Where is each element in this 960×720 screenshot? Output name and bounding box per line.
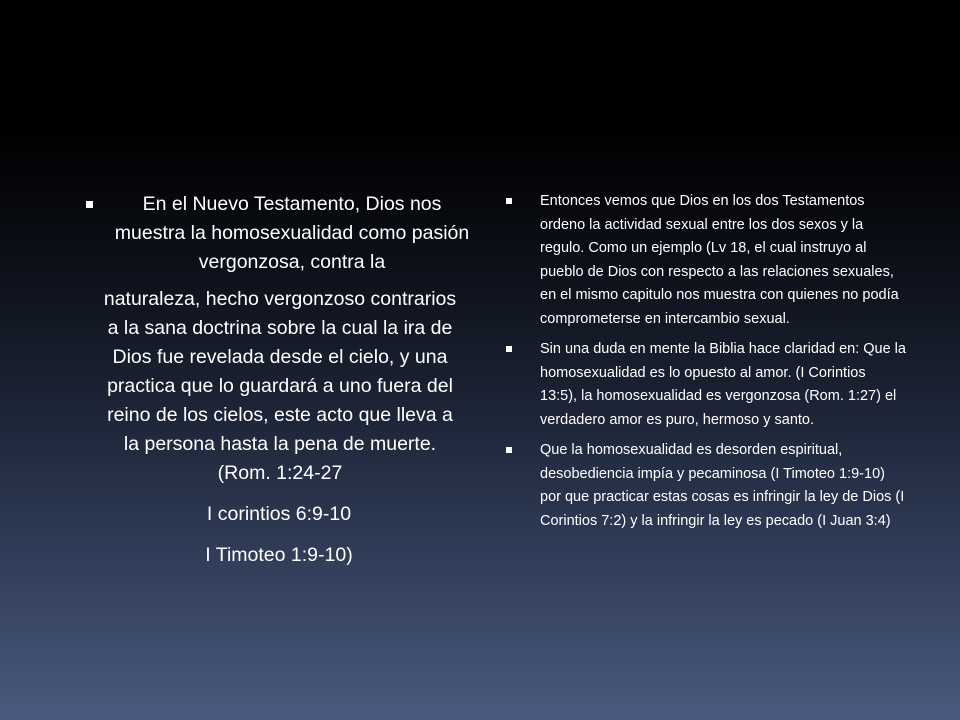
left-bullet-item — [84, 190, 474, 277]
right-column — [506, 190, 906, 533]
left-column — [84, 190, 474, 570]
right-item-text: Entonces vemos que Dios en los dos Testamentos ordeno la actividad sexual entre los dos sexos y la regulo. Como un ejemplo (Lv 18, el cual instruyo al pueblo de Dios con respecto a las relaciones sexuales, en el mismo capitulo nos muestra con quienes no podía comprometerse en intercambio sexual. — [540, 193, 899, 327]
right-item-text: Sin una duda en mente la Biblia hace claridad en: Que la homosexualidad es lo opuesto al amor. (I Corintios 13:5), la homosexualidad es vergonzosa (Rom. 1:27) el verdadero amor es puro, hermoso y santo. — [540, 341, 906, 428]
left-reference-timoteo: I Timoteo 1:9-10) — [205, 544, 353, 566]
left-paragraph-first: En el Nuevo Testamento, Dios nos muestra la homosexualidad como pasión vergonzosa, contra la — [114, 193, 470, 273]
square-bullet-icon — [506, 346, 512, 352]
right-bullet-item — [506, 190, 906, 331]
left-reference-corintios: I corintios 6:9-10 — [206, 503, 352, 525]
right-item-text: Que la homosexualidad es desorden espiritual, desobediencia impía y pecaminosa (I Timoteo 1:9-10) por que practicar estas cosas es infringir la ley de Dios (I Corintios 7:2) y la infringir la ley es pecado (I Juan 3:4) — [540, 442, 905, 529]
square-bullet-icon — [86, 201, 93, 208]
left-paragraph-continuation: naturaleza, hecho vergonzoso contrarios a la sana doctrina sobre la cual la ira de Dios fue revelada desde el cielo, y una practica que lo guardará a uno fuera del reino de los cielos, este acto que lleva a la persona hasta la pena de muerte. (Rom. 1:24-27 — [103, 288, 457, 484]
right-bullet-item — [506, 338, 906, 432]
right-bullet-item — [506, 439, 906, 533]
square-bullet-icon — [506, 198, 512, 204]
square-bullet-icon — [506, 447, 512, 453]
